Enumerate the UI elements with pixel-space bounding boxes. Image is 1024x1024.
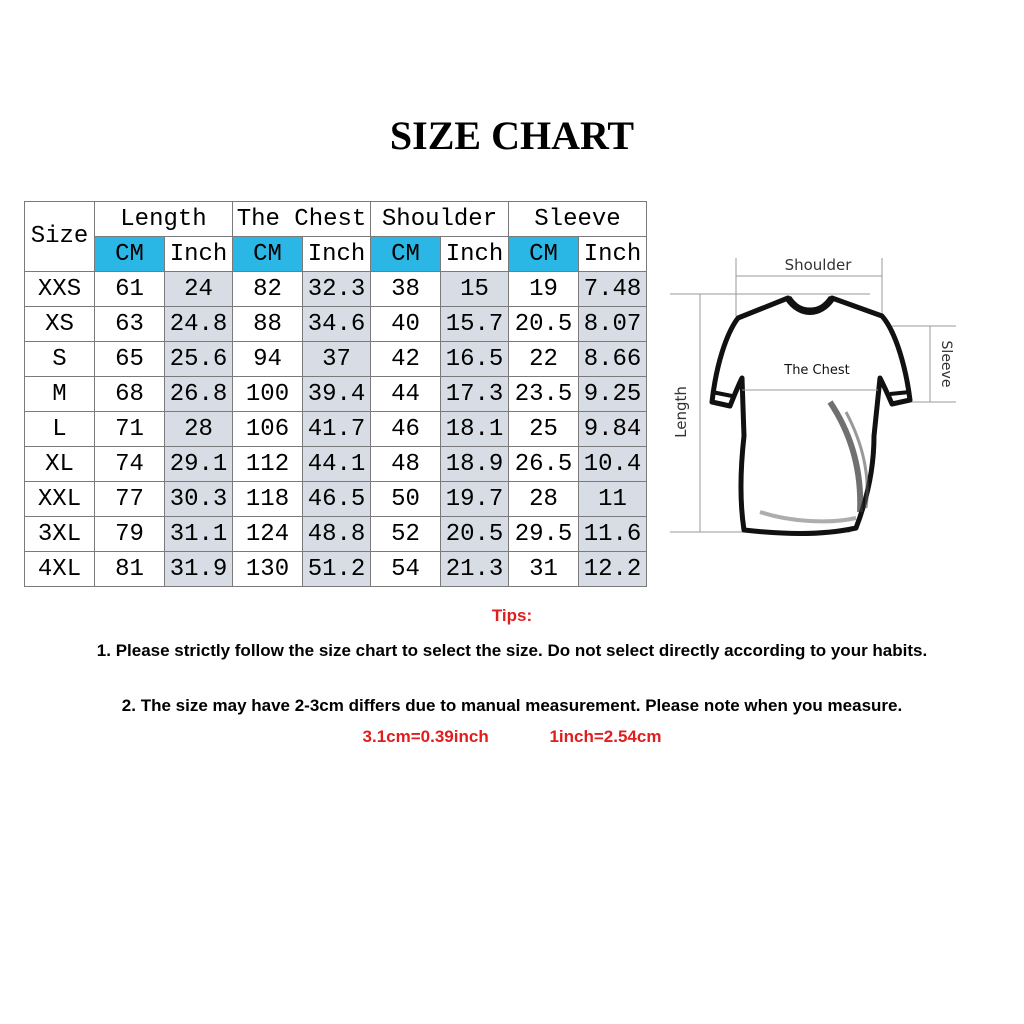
cm-value-cell: 25: [509, 412, 579, 447]
inch-value-cell: 34.6: [303, 307, 371, 342]
cm-value-cell: 79: [95, 517, 165, 552]
unit-conversion: [0, 727, 1024, 747]
inch-value-cell: 30.3: [165, 482, 233, 517]
tshirt-diagram: [660, 232, 980, 552]
table-row: [25, 412, 647, 447]
size-table: [24, 201, 647, 587]
inch-value-cell: 9.84: [579, 412, 647, 447]
unit-cm-header: CM: [95, 237, 165, 272]
table-row: [25, 517, 647, 552]
unit-inch-header: Inch: [441, 237, 509, 272]
size-label: M: [25, 377, 95, 412]
shoulder-header: Shoulder: [371, 202, 509, 237]
cm-value-cell: 48: [371, 447, 441, 482]
size-label: XL: [25, 447, 95, 482]
inch-value-cell: 29.1: [165, 447, 233, 482]
inch-value-cell: 26.8: [165, 377, 233, 412]
cm-value-cell: 44: [371, 377, 441, 412]
cm-value-cell: 100: [233, 377, 303, 412]
table-unit-row: [25, 237, 647, 272]
page-title: SIZE CHART: [389, 113, 635, 158]
unit-inch-header: Inch: [579, 237, 647, 272]
cm-value-cell: 94: [233, 342, 303, 377]
cm-value-cell: 124: [233, 517, 303, 552]
cm-value-cell: 54: [371, 552, 441, 587]
inch-value-cell: 44.1: [303, 447, 371, 482]
inch-value-cell: 28: [165, 412, 233, 447]
sleeve-header: Sleeve: [509, 202, 647, 237]
cm-value-cell: 52: [371, 517, 441, 552]
cm-value-cell: 26.5: [509, 447, 579, 482]
cm-value-cell: 31: [509, 552, 579, 587]
length-label: Length: [672, 386, 690, 438]
chest-header: The Chest: [233, 202, 371, 237]
chest-label: The Chest: [784, 363, 850, 378]
cm-value-cell: 42: [371, 342, 441, 377]
inch-value-cell: 12.2: [579, 552, 647, 587]
cm-value-cell: 28: [509, 482, 579, 517]
inch-value-cell: 24.8: [165, 307, 233, 342]
cm-value-cell: 106: [233, 412, 303, 447]
shoulder-label: Shoulder: [784, 256, 852, 274]
size-label: XXS: [25, 272, 95, 307]
inch-value-cell: 37: [303, 342, 371, 377]
inch-value-cell: 19.7: [441, 482, 509, 517]
inch-value-cell: 41.7: [303, 412, 371, 447]
cm-value-cell: 22: [509, 342, 579, 377]
inch-value-cell: 39.4: [303, 377, 371, 412]
cm-value-cell: 63: [95, 307, 165, 342]
inch-value-cell: 31.9: [165, 552, 233, 587]
unit-cm-header: CM: [233, 237, 303, 272]
cm-value-cell: 88: [233, 307, 303, 342]
unit-cm-header: CM: [371, 237, 441, 272]
inch-value-cell: 18.9: [441, 447, 509, 482]
inch-value-cell: 8.66: [579, 342, 647, 377]
inch-value-cell: 21.3: [441, 552, 509, 587]
table-row: [25, 342, 647, 377]
tip-one: 1. Please strictly follow the size chart to select the size. Do not select directly according to your habits.: [96, 641, 928, 660]
cm-value-cell: 61: [95, 272, 165, 307]
inch-value-cell: 17.3: [441, 377, 509, 412]
inch-value-cell: 32.3: [303, 272, 371, 307]
cm-value-cell: 19: [509, 272, 579, 307]
table-row: [25, 447, 647, 482]
unit-inch-header: Inch: [165, 237, 233, 272]
inch-value-cell: 20.5: [441, 517, 509, 552]
table-row: [25, 482, 647, 517]
size-label: XXL: [25, 482, 95, 517]
inch-value-cell: 16.5: [441, 342, 509, 377]
inch-value-cell: 7.48: [579, 272, 647, 307]
table-row: [25, 307, 647, 342]
cm-value-cell: 82: [233, 272, 303, 307]
cm-value-cell: 68: [95, 377, 165, 412]
size-rows: [25, 272, 647, 587]
inch-value-cell: 11.6: [579, 517, 647, 552]
inch-value-cell: 31.1: [165, 517, 233, 552]
inch-value-cell: 10.4: [579, 447, 647, 482]
inch-value-cell: 18.1: [441, 412, 509, 447]
cm-value-cell: 112: [233, 447, 303, 482]
tshirt-icon: [712, 298, 910, 534]
cm-value-cell: 71: [95, 412, 165, 447]
cm-value-cell: 77: [95, 482, 165, 517]
size-label: 4XL: [25, 552, 95, 587]
inch-value-cell: 46.5: [303, 482, 371, 517]
inch-value-cell: 51.2: [303, 552, 371, 587]
size-label: S: [25, 342, 95, 377]
cm-value-cell: 29.5: [509, 517, 579, 552]
tip-two: 2. The size may have 2-3cm differs due to manual measurement. Please note when you measure.: [121, 696, 903, 715]
cm-value-cell: 50: [371, 482, 441, 517]
cm-value-cell: 20.5: [509, 307, 579, 342]
size-label: XS: [25, 307, 95, 342]
table-row: [25, 552, 647, 587]
size-label: L: [25, 412, 95, 447]
cm-value-cell: 65: [95, 342, 165, 377]
inch-value-cell: 24: [165, 272, 233, 307]
table-row: [25, 272, 647, 307]
cm-value-cell: 118: [233, 482, 303, 517]
cm-value-cell: 81: [95, 552, 165, 587]
cm-value-cell: 40: [371, 307, 441, 342]
conversion-cm: 3.1cm=0.39inch: [362, 727, 489, 746]
conversion-inch: 1inch=2.54cm: [549, 727, 662, 746]
inch-value-cell: 25.6: [165, 342, 233, 377]
inch-value-cell: 9.25: [579, 377, 647, 412]
cm-value-cell: 74: [95, 447, 165, 482]
size-label: 3XL: [25, 517, 95, 552]
inch-value-cell: 48.8: [303, 517, 371, 552]
length-header: Length: [95, 202, 233, 237]
inch-value-cell: 15: [441, 272, 509, 307]
unit-cm-header: CM: [509, 237, 579, 272]
cm-value-cell: 38: [371, 272, 441, 307]
cm-value-cell: 130: [233, 552, 303, 587]
inch-value-cell: 15.7: [441, 307, 509, 342]
inch-value-cell: 8.07: [579, 307, 647, 342]
table-row: [25, 377, 647, 412]
cm-value-cell: 46: [371, 412, 441, 447]
size-column-header: Size: [25, 202, 95, 272]
tips-title: Tips:: [491, 606, 533, 625]
sleeve-label: Sleeve: [938, 340, 954, 388]
inch-value-cell: 11: [579, 482, 647, 517]
table-header-row: [25, 202, 647, 237]
unit-inch-header: Inch: [303, 237, 371, 272]
cm-value-cell: 23.5: [509, 377, 579, 412]
